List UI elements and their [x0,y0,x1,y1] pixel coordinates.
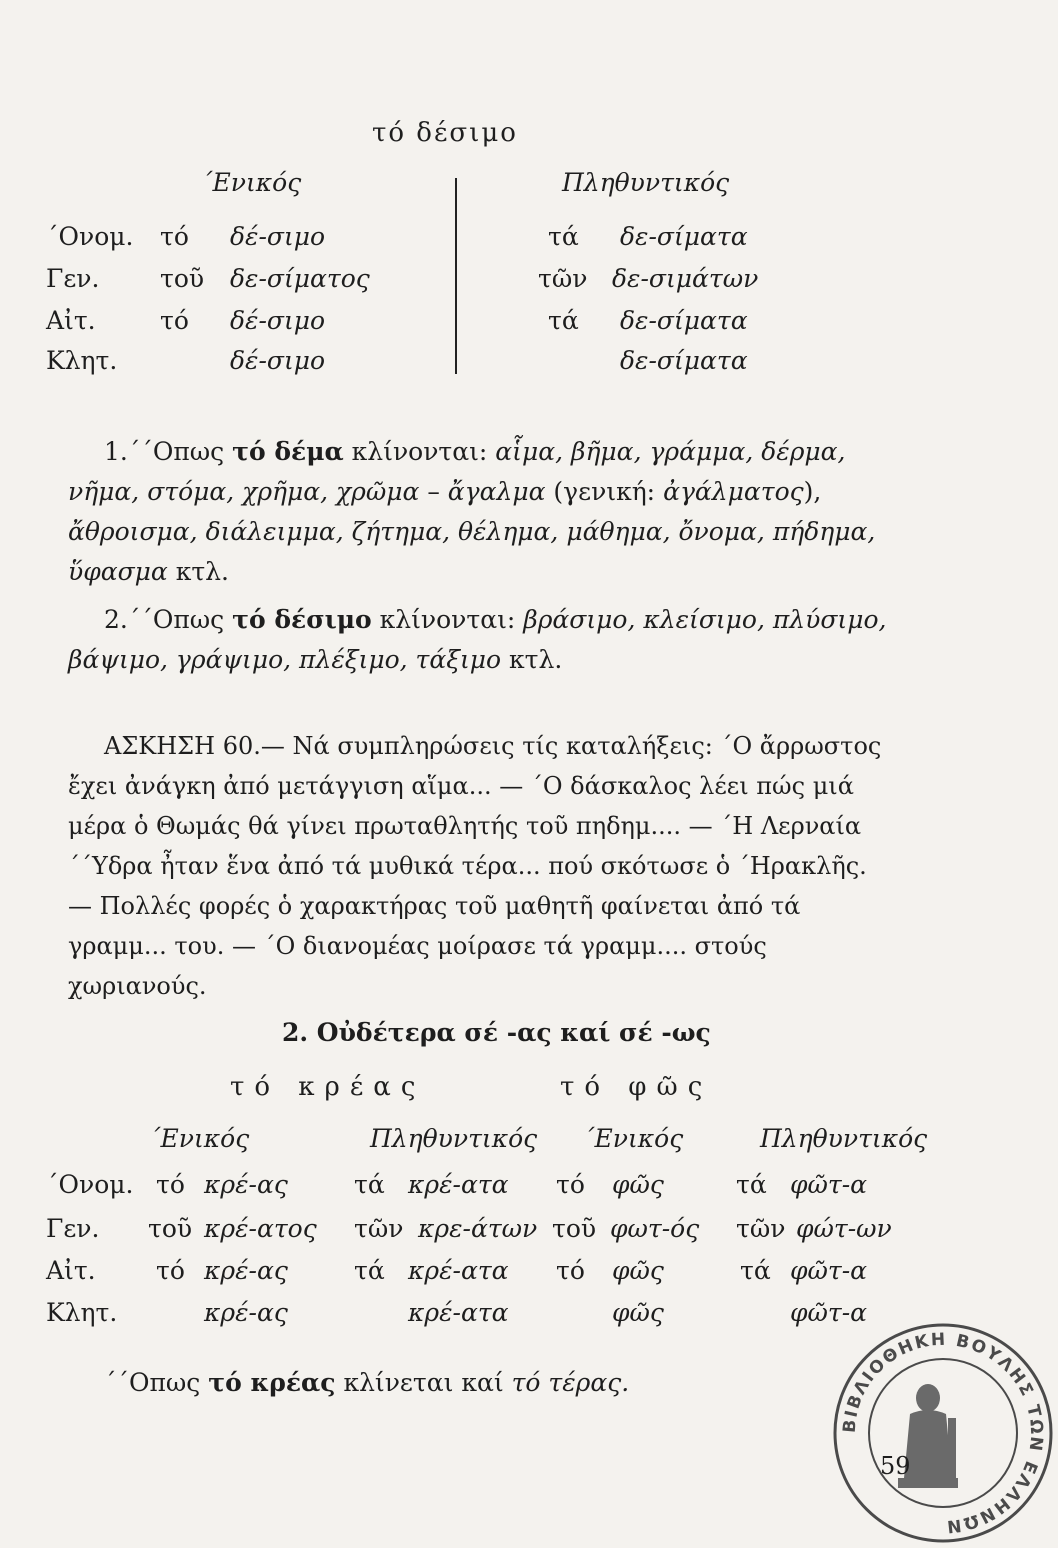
form: κρέ-ατα [408,1298,509,1327]
paragraph-verb: κλίνονται: [371,605,524,634]
final-lead: ΄΄Οπως [104,1368,209,1397]
form: φῶς [612,1256,664,1285]
case-label: ΄Ονομ. [46,222,134,251]
example-words: βράσιμο, κλείσιμο, πλύσιμο, βάψιμο, γράψιμο, πλέξιμο, τάξιμο [68,605,887,674]
singular-article: τό [160,306,189,335]
singular-form: δέ-σιμο [230,346,326,375]
paragraph-lead: 1.΄΄Οπως [104,437,233,466]
article: τά [736,1170,767,1199]
declension-title-desimo: τό δέσιμο [372,118,518,148]
plural-article: τά [548,306,579,335]
table-divider [455,178,457,374]
final-bold-example: τό κρέας [208,1368,336,1397]
case-label: Γεν. [46,1214,100,1243]
declension-title-kreas: τό κρέας [230,1072,426,1102]
singular-header: ΄Ενικός [148,1124,250,1153]
singular-form: δε-σίματος [230,264,370,293]
form: κρέ-ας [204,1170,288,1199]
article: τά [740,1256,771,1285]
form: φῶτ-α [790,1298,868,1327]
case-label: Γεν. [46,264,100,293]
form: κρέ-ατα [408,1256,509,1285]
case-label: Κλητ. [46,346,118,375]
genitive-open: (γενική: [545,477,664,506]
genitive-close: ), [803,477,822,506]
case-label: Αἰτ. [46,306,96,335]
section-heading: 2. Οὐδέτερα σέ -ας καί σέ -ως [282,1018,711,1047]
plural-form: δε-σίματα [620,306,748,335]
form: φώτ-ων [796,1214,892,1243]
form: κρε-άτων [418,1214,538,1243]
exercise-text: ΑΣΚΗΣΗ 60.— Νά συμπληρώσεις τίς καταλήξεις: ΄Ο ἄρρωστος ἔχει ἀνάγκη ἀπό μετάγγιση αἵμα... — ΄Ο δάσκαλος λέει πώς μιά μέρα ὁ Θωμάς θά γίνει πρωταθλητής τοῦ πηδημ.... — ΄Η Λερναία ΄΄Υδρα ἦταν ἕνα ἀπό τά μυθικά τέρα... πού σκότωσε ὁ ΄Ηρακλῆς. — Πολλές φορές ὁ χαρακτήρας τοῦ μαθητῆ φαίνεται ἀπό τά γραμμ... του. — ΄Ο διανομέας μοίρασε τά γραμμ.... στούς χωριανούς. [68,732,882,1000]
declension-title-fos: τό φῶς [560,1072,713,1102]
example-word: ἄγαλμα [447,477,546,506]
form: φῶς [612,1170,664,1199]
paragraph-bold-example: τό δέσιμο [232,605,372,634]
singular-form: δέ-σιμο [230,222,326,251]
final-note [104,1368,629,1397]
form: φῶς [612,1298,664,1327]
case-label: Κλητ. [46,1298,118,1327]
form: κρέ-ας [204,1298,288,1327]
plural-article: τά [548,222,579,251]
example-words: αἷμα, βῆμα, γράμμα, δέρμα, νῆμα, στόμα, χρῆμα, χρῶμα [68,437,846,506]
ktl: κτλ. [167,557,229,586]
exercise-60 [68,726,898,1006]
article: τοῦ [148,1214,193,1243]
dash: – [419,477,448,506]
paragraph-bold-example: τό δέμα [232,437,344,466]
paragraph-desimo [68,600,890,680]
form: φῶτ-α [790,1170,868,1199]
form: φῶτ-α [790,1256,868,1285]
page-number: 59 [880,1452,911,1480]
example-words-2: ἄθροισμα, διάλειμμα, ζήτημα, θέλημα, μάθημα, ὄνομα, πήδημα, ὕφασμα [68,517,876,586]
stamp-text: ΒΙΒΛΙΟΘΗΚΗ ΒΟΥΛΗΣ ΤΩΝ ΕΛΛΗΝΩΝ [839,1329,1047,1537]
singular-header: ΄Ενικός [200,168,302,197]
article: τό [156,1170,185,1199]
ktl: κτλ. [501,645,563,674]
plural-article: τῶν [538,264,588,293]
plural-header: Πληθυντικός [760,1124,928,1153]
form: κρέ-ατος [204,1214,317,1243]
article: τά [354,1170,385,1199]
paragraph-dema [68,432,890,592]
singular-article: τοῦ [160,264,205,293]
article: τό [556,1256,585,1285]
plural-header: Πληθυντικός [562,168,730,197]
singular-header: ΄Ενικός [582,1124,684,1153]
plural-form: δε-σίματα [620,222,748,251]
form: κρέ-ατα [408,1170,509,1199]
article: τό [556,1170,585,1199]
final-italic-example: τό τέρας. [511,1368,630,1397]
form: φωτ-ός [610,1214,700,1243]
article: τῶν [354,1214,404,1243]
plural-form: δε-σίματα [620,346,748,375]
genitive-form: ἀγάλματος [663,477,804,506]
case-label: ΄Ονομ. [46,1170,134,1199]
form: κρέ-ας [204,1256,288,1285]
final-verb: κλίνεται καί [335,1368,512,1397]
library-stamp [828,1318,1058,1548]
article: τῶν [736,1214,786,1243]
paragraph-verb: κλίνονται: [343,437,496,466]
plural-form: δε-σιμάτων [612,264,759,293]
case-label: Αἰτ. [46,1256,96,1285]
paragraph-lead: 2.΄΄Οπως [104,605,233,634]
singular-article: τό [160,222,189,251]
plural-header: Πληθυντικός [370,1124,538,1153]
article: τά [354,1256,385,1285]
singular-form: δέ-σιμο [230,306,326,335]
article: τοῦ [552,1214,597,1243]
article: τό [156,1256,185,1285]
